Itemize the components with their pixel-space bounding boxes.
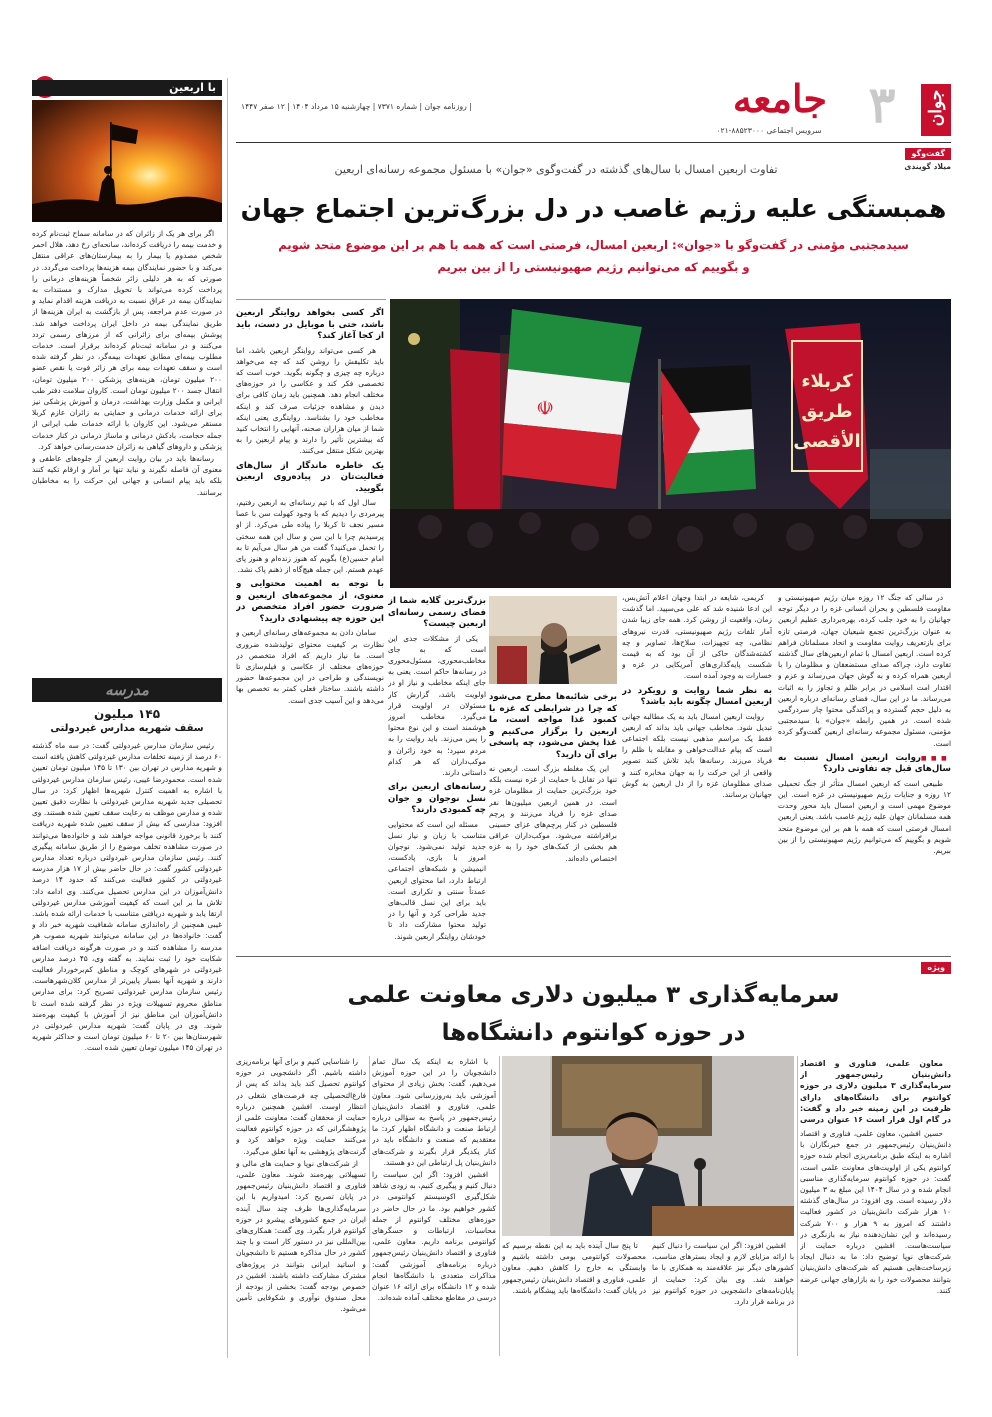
second-lede-text: معاون علمی، فناوری و اقتصاد دانش‌بنیان رئیس‌جمهور از سرمایه‌گذاری ۳ میلیون دلاری در حوزه کوانتوم برای دانشگاه‌های دارای ظرفیت در این زمینه خبر داد و گفت: در گام اول قرار است ۱۶ عنوان درسی	[800, 1059, 951, 1124]
second-under-photo-a-text: افشین افزود: اگر این سیاست را دنبال کنیم با ارائه مزایای لازم و ایجاد بسترهای مناسب، کشورهای دیگر نیز علاقه‌مند به همکاری با ما خواهند شد. وی بیان کرد: حمایت از پایان‌نامه‌های دانشجویی در حوزه کوانتوم نیز در برنامه قرار دارد.	[652, 1241, 794, 1307]
second-headline-2: در حوزه کوانتوم دانشگاه‌ها	[441, 1020, 746, 1046]
second-under-photo-b	[502, 1240, 646, 1356]
inset-photo	[489, 596, 617, 684]
q-youth: رسانه‌های اربعین برای نسل نوجوان و جوان چه کمبودی دارند؟	[388, 782, 486, 816]
lead-deck-1: سیدمجتبی مؤمنی در گفت‌وگو با «جوان»: اربعین امسال، فرصتی است که همه با هم بر این موضوع متحد شویم	[278, 238, 909, 252]
lead-col-right-text-2: طبیعی است که اربعین امسال متأثر از جنگ تحمیلی ۱۲ روزه و جنایات رژیم صهیونیستی در غزه است. این موضوع مهمی است و اربعین امسال باید محور وحدت همه مسلمانان جهان علیه رژیم غاصب باشد. یعنی اربعین امسال فرصتی است که همه با هم بر این موضوع متحد شویم و بگوییم که می‌توانیم رژیم صهیونیستی را از بین ببریم.	[778, 778, 951, 856]
lead-col-mid-text: کریمی، شایعه در ابتدا وجهان اعلام آتش‌بس، این ادعا شنیده شد که علی می‌سپید. اما گذشت زمان، واقعیت از روشن کرد. همه جای زیبا شدن آمار تلفات رژیم صهیونیستی، قدرت نیروهای نظامی، چه تجهیزات، سلاح‌ها، تصاویر و چه کشته‌شدگان حاکی از آن بود که به قیمت شکست پایه‌گذاری‌های آمریکایی در غزه و خسارات به وجود آمده است.	[622, 593, 772, 681]
speaker-image	[502, 1056, 794, 1236]
second-col-c	[372, 1056, 496, 1356]
second-col-d	[236, 1056, 366, 1356]
lead-byline: میلاد گویندی	[904, 162, 951, 171]
logo	[921, 84, 951, 136]
flags-night-image	[390, 299, 951, 588]
lead-col-left-text: هر کسی می‌تواند روایتگر اربعین باشد، اما باید تکلیفش را روشن کند که چه می‌خواهد درباره چه چیزی و چگونه بگوید. خوب است که تخصصی فکر کند و عکاسی را در حوزه‌های مختلف انجام دهد. همچنین باید زمان کافی برای دیدن و مشاهده جزئیات صرف کند و اینکه مخاطب خود را بشناسد. روایتگری یعنی اینکه شما از میان هزاران صحنه، آنهایی را انتخاب کنید که بیشترین تأثیر را دارند و پیام اربعین را به بهترین شکل منتقل می‌کنند.	[236, 345, 384, 456]
q-difference: ■■■ روایت اربعین امسال نسبت به سال‌های قبل چه تفاوتی دارد؟	[778, 753, 951, 776]
lead-col-left-text-2: سال اول که با تیم رسانه‌ای به اربعین رفتیم، پیرمردی را دیدیم که با وجود کهولت سن با عصا مسیر نجف تا کربلا را پیاده طی می‌کرد. از او پرسیدیم چرا با این سن و سال این همه سختی را تحمل می‌کنید؟ گفت من هر سال می‌آیم تا به امام حسین(ع) بگویم که هنوز زنده‌ام و هنوز پای عهدم هستم. این جمله هیچ‌گاه از ذهنم پاک نشد.	[236, 498, 384, 575]
sidebar-photo	[32, 100, 222, 222]
logo-text: جوان	[926, 89, 946, 127]
section-title: جامعه	[732, 76, 828, 121]
sidebar-body	[32, 228, 222, 676]
second-headline-1: سرمایه‌گذاری ۳ میلیون دلاری معاونت علمی	[347, 982, 840, 1008]
lead-col-mid	[622, 592, 772, 942]
page-number: ۳	[868, 75, 896, 134]
lead-kicker: تفاوت اربعین امسال با سال‌های گذشته در گفت‌وگوی «جوان» با مسئول مجموعه رسانه‌ای اربعین	[334, 163, 778, 176]
second-col-c-text: با اشاره به اینکه یک سال تمام دانشجویان را در این حوزه آموزش می‌دهیم، گفت: بخش زیادی از محتوای آموزشی باید به‌روزرسانی شود. معاون علمی، فناوری و اقتصاد دانش‌بنیان رئیس‌جمهور در پاسخ به سؤالی درباره ارتباط صنعت و دانشگاه اظهار کرد: ما معتقدیم که صنعت و دانشگاه باید در کنار یکدیگر قرار بگیرند و شرکت‌های دانش‌بنیان پل ارتباطی این دو هستند.	[372, 1057, 496, 1167]
masthead-rule	[236, 142, 951, 143]
col-divider-2	[499, 1056, 500, 1356]
second-tag: ویژه	[921, 962, 951, 974]
lead-col-right-text: در سالی که جنگ ۱۲ روزه میان رژیم صهیونیستی و مقاومت فلسطین و بحران انسانی غزه را در دیگر توجه جهانیان را به خود جلب کرده، بهره‌برداری عظیم اربعین به عنوان بزرگ‌ترین تجمع شیعیان جهان، فرصتی تازه برای بازتعریف روایت مقاومت و اتحاد مسلمانان فراهم کرده است. اربعین امسال با تمام اربعین‌های سال گذشته تفاوت دارد، چراکه صدای مستضعفان و مظلومان را با اربعین همراه کرده و به گوش جهان می‌رساند و عزم و اقتدار امت اسلامی در برابر ظلم و تجاوز را به اثبات می‌رساند. ما در این سال، فضای رسانه‌ای درباره اربعین به دلیل حجم گسترده و پراکندگی محتوا چار سردرگمی شده است. در همین رابطه «جوان» با سیدمجتبی مؤمنی، مسئول مجموعه رسانه‌ای اربعین گفت‌وگو کرده است.	[778, 593, 951, 748]
second-col-a	[800, 1128, 951, 1356]
lead-photo	[390, 299, 951, 588]
lead-col-mid-text-2: روایت اربعین امسال باید به یک مطالبه جهانی تبدیل شود. مخاطب جهانی باید بداند که اربعین فقط یک مراسم مذهبی نیست بلکه اجتماعی است که پیام عدالت‌خواهی و مقابله با ظلم را فریاد می‌زند. رسانه‌ها باید تلاش کنند تصویر واقعی از این حرکت را به جهان مخابره کنند و صدای مظلومان غزه را از دل اربعین به گوش جهانیان برسانند.	[622, 711, 772, 800]
q-approach: به نظر شما روایت و رویکرد در اربعین امسال چگونه باید باشد؟	[622, 685, 772, 708]
lead-col-c1-text: یکی از مشکلات جدی این است که به جای مخاطب‌محوری، مسئول‌محوری در رسانه‌ها حاکم است. یعنی به جای اینکه مخاطب و نیاز او در اولویت باشد، گزارش کار مسئولان در اولویت قرار می‌گیرد. مخاطب امروز هوشمند است و این نوع محتوا را پس می‌زند. باید روایت را به مردم سپرد؛ به خود زائران و موکب‌داران که هر کدام داستانی دارند.	[388, 633, 486, 777]
second-lede	[800, 1058, 951, 1124]
lead-col-c1-text-2: مسئله این است که محتوایی متناسب با زبان و نیاز نسل جدید تولید نمی‌شود. نوجوان امروز با بازی، پادکست، انیمیشن و شبکه‌های اجتماعی ارتباط دارد، اما محتوای اربعین عمدتاً سنتی و تکراری است. باید برای این نسل قالب‌های جدید طراحی کرد و آنها را در تولید محتوا مشارکت داد تا خودشان روایتگر اربعین شوند.	[388, 819, 486, 941]
second-col-e-text: از شرکت‌های نوپا و حمایت های مالی و تسهیلاتی بهره‌مند شوند. معاون علمی، فناوری و اقتصاد دانش‌بنیان رئیس‌جمهور در پایان تصریح کرد: امیدواریم با این سرمایه‌گذاری‌ها ظرف چند سال آینده ایران در جمع کشورهای پیشرو در حوزه کوانتوم قرار بگیرد. وی گفت: همکاری‌های بین‌المللی نیز در دستور کار است و با چند کشور در حال مذاکره هستیم تا دانشجویان و اساتید ایرانی بتوانند در پروژه‌های مشترک مشارکت داشته باشند. افشین در خصوص بودجه گفت: بخشی از بودجه از محل صندوق نوآوری و شکوفایی تأمین می‌شود.	[236, 1158, 366, 1314]
masthead	[236, 75, 951, 140]
lead-col-left	[236, 304, 384, 944]
banner-word-1: كربلاء	[801, 371, 853, 392]
q-best-criticism: بزرگ‌ترین گلایه شما از فضای رسمی رسانه‌ای اربعین چیست؟	[388, 596, 486, 629]
second-under-photo-b-text: تا پنج سال آینده باید به این نقطه برسیم که محصولات کوانتومی بومی داشته باشیم و وابستگی به خارج را کاهش دهیم. معاون علمی، فناوری و اقتصاد دانش‌بنیان رئیس‌جمهور در پایان گفت: دانشگاه‌ها باید پیشگام باشند.	[502, 1241, 646, 1295]
lead-headline: همبستگی علیه رژیم غاصب در دل بزرگ‌ترین اجتماع جهان	[240, 194, 947, 223]
sidebar-body-text: اگر برای هر یک از زائران که در سامانه سماح ثبت‌نام کرده و خدمت بیمه را دریافت کرده‌اند، سانحه‌ای رخ دهد، هلال احمر شخص مصدوم یا بیمار را به بیمارستان‌های عراقی منتقل می‌کند و با حضور نمایندگان بیمه هزینه‌ها پرداخت می‌گردد. در صورتی که به هر دلیلی زائر شخصاً هزینه‌های درمانی را پرداخت کرده می‌تواند با تحویل مدارک و مستندات به نمایندگان بیمه در عراق نسبت به دریافت هزینه اقدام نماید و در صورت عدم مراجعه، پس از بازگشت به ایران هزینه‌ها از طریق نمایندگی بیمه در داخل ایران پرداخت خواهد شد. پوشش بیمه‌ای برای زائرانی که از مرزهای رسمی تردد می‌کنند و در سامانه ثبت‌نام کرده‌اند برقرار است. خدمات مطلوب بیمه‌ای مطابق تعهدات بیمه‌گر، در نظر گرفته شده است و سقف تعهدات بیمه برای هر زائر فوت یا نقص عضو ۲۰۰ میلیون تومان، هزینه‌های پزشکی ۲۰۰ میلیون تومان، انتقال جسد ۲۰۰ میلیون تومان است. کاروان سلامت دفتر طب ایرانی و مکمل وزارت بهداشت، درمان و آموزش پزشکی نیز برای ارائه خدمات درمانی و حمایتی به زائران عازم کربلا مستقر می‌شود. این کاروان با ارائه خدمات طب ایرانی از جمله حجامت، بادکش درمانی و ماساژ درمانی در کنار خدمات پزشکی و داروهای گیاهی به زائران خدمت‌رسانی خواهد کرد.	[32, 229, 222, 451]
school-box-header-text: مدرسه	[105, 681, 149, 699]
lead-deck-2: و بگوییم که می‌توانیم رژیم صهیونیستی را از بین ببریم	[437, 260, 750, 274]
sidebar-header-text: با اربعین	[169, 81, 216, 94]
second-under-photo-a	[652, 1240, 794, 1356]
school-box	[32, 678, 222, 1348]
banner-word-3: الأقصى	[793, 431, 861, 452]
banner-word-2: طريق	[801, 401, 853, 422]
second-col-d-text: را شناسایی کنیم و برای آنها برنامه‌ریزی داشته باشیم. اگر دانشجویی در حوزه کوانتوم تحصیل کند باید بداند که پس از فارغ‌التحصیلی چه فرصت‌های شغلی در انتظار اوست. افشین همچنین درباره حمایت از محققان گفت: معاونت علمی از پژوهشگرانی که در حوزه کوانتوم فعالیت می‌کنند حمایت ویژه خواهد کرد و گرنت‌های پژوهشی به آنها تعلق می‌گیرد.	[236, 1057, 366, 1156]
q-mobile: اگر کسی بخواهد روایتگر اربعین باشد، حتی با موبایل در دست، باید از کجا آغاز کند؟	[236, 308, 384, 341]
lead-rule	[236, 299, 386, 300]
svg-text:☫: ☫	[536, 396, 554, 420]
service-line: سرویس اجتماعی ۸۸۵۲۳۰۰۰-۰۲۱	[716, 126, 822, 135]
second-photo	[502, 1056, 794, 1236]
issue-line: | روزنامه جوان | شماره ۷۳۷۱ | چهارشنبه ۱۵ مرداد ۱۴۰۴ | ۱۲ صفر ۱۴۴۷	[241, 102, 472, 111]
col-divider-3	[797, 1056, 798, 1356]
col-divider-1	[369, 1056, 370, 1356]
lead-col-left-text-3: سامان دادن به مجموعه‌های رسانه‌ای اربعین و نظارت بر کیفیت محتوای تولیدشده ضروری است. ما نیاز داریم که افراد متخصص در حوزه‌های مختلف از عکاسی و فیلم‌سازی تا نویسندگی و طراحی در این مجموعه‌ها حضور داشته باشند. ساختار فعلی کمتر به تخصص بها می‌دهد و این آسیب جدی است.	[236, 628, 384, 705]
school-box-header	[32, 678, 222, 702]
q-memory: یک خاطره ماندگار از سال‌های فعالیت‌تان در پیاده‌روی اربعین بگویید.	[236, 460, 384, 494]
school-box-body-text: رئیس سازمان مدارس غیردولتی گفت: در سه ماه گذشته ۶۰ درصد از زمینه تخلفات مدارس غیردولتی کاهش یافته است و شهریه مدارس در تهران بین ۱۳۰ تا ۱۴۵ میلیون تومان تعیین شده است. محمودرضا غیبی، رئیس سازمان مدارس غیردولتی با اشاره به اهمیت کنترل شهریه‌ها اظهار کرد: در سال تحصیلی جدید شهریه مدارس غیردولتی با نظارت دقیق تعیین شده و مدارس موظف به رعایت سقف تعیین شده هستند. وی افزود: مدارسی که بیش از سقف تعیین شده شهریه دریافت کنند با برخورد قانونی مواجه خواهند شد و خانواده‌ها می‌توانند در صورت مشاهده تخلف موضوع را از طریق سامانه پیگیری کنند. رئیس سازمان مدارس غیردولتی درباره تعداد مدارس غیردولتی کشور گفت: در حال حاضر بیش از ۱۷ هزار مدرسه غیردولتی در کشور فعالیت می‌کنند که حدود ۱۴ درصد دانش‌آموزان در این مدارس تحصیل می‌کنند. وی ادامه داد: تلاش ما بر این است که کیفیت آموزشی مدارس غیردولتی ارتقا یابد و شهریه دریافتی متناسب با خدمات ارائه شده باشد. غیبی همچنین از راه‌اندازی سامانه شفافیت شهریه خبر داد و گفت: خانواده‌ها در این سامانه می‌توانند شهریه مصوب هر مدرسه را مشاهده کنند و در صورت هرگونه دریافت اضافه شکایت خود را ثبت نمایند. به گفته وی، ۴۵ درصد مدارس غیردولتی در شهرهای کوچک و مناطق کم‌برخوردار فعالیت دارند و شهریه آنها بسیار پایین‌تر از مدارس کلان‌شهرهاست. رئیس سازمان مدارس غیردولتی تصریح کرد: برای مدارس مناطق محروم تسهیلات ویژه در نظر گرفته شده است تا دانش‌آموزان این مناطق نیز از آموزش با کیفیت بهره‌مند شوند. وی در پایان گفت: شهریه مدارس غیردولتی در شهرستان‌ها بین ۲۰ تا ۶۰ میلیون تومان است و حداکثر شهریه در تهران ۱۴۵ میلیون تومان تعیین شده است.	[32, 741, 222, 1053]
school-box-body	[32, 740, 222, 1344]
interviewee-image	[489, 596, 617, 684]
lead-tag: گفت‌وگو	[905, 148, 951, 160]
q-content: با توجه به اهمیت محتوایی و معنوی، از مجموعه‌های اربعین و ضرورت حضور افراد متخصص در این حوزه چه پیشنهادی دارید؟	[236, 579, 384, 624]
section-divider	[236, 956, 951, 957]
sidebar-divider	[227, 78, 228, 1358]
sunset-pilgrim-image	[32, 100, 222, 222]
sidebar	[32, 78, 222, 1358]
sidebar-bullet-text: رسانه‌ها باید در بیان روایت اربعین از جلوه‌های عاطفی و معنوی آن فاصله نگیرند و نباید تنها بر آمار و ارقام تکیه کنند بلکه باید پیام انسانی و جهانی این حرکت را به مخاطبان برسانند.	[32, 454, 222, 497]
second-col-a-text: حسین افشین، معاون علمی، فناوری و اقتصاد دانش‌بنیان رئیس‌جمهور در جمع خبرنگاران با اشاره به اینکه طبق برنامه‌ریزی انجام شده حوزه کوانتوم یکی از اولویت‌های معاونت علمی است، گفت: در حوزه کوانتوم سرمایه‌گذاری مناسبی انجام شده و در سال ۱۴۰۴ این مبلغ به ۳ میلیون دلار رسیده است. وی افزود: در سال‌های گذشته ۱۰ هزار شرکت دانش‌بنیان در کشور فعالیت داشتند که امروز به ۹ هزار و ۷۰۰ شرکت رسیده‌اند و این نشان‌دهنده نیاز به بازنگری در سیاست‌هاست. افشین درباره حمایت از شرکت‌های نوپا توضیح داد: ما به دنبال ایجاد زیرساخت‌هایی هستیم که شرکت‌های دانش‌بنیان بتوانند محصولات خود را به بازارهای جهانی عرضه کنند.	[800, 1129, 951, 1295]
lead-col-c1	[388, 592, 486, 942]
school-box-title: ۱۴۵ میلیون	[93, 707, 161, 721]
q-gaza-food: برخی شائبه‌ها مطرح می‌شود که چرا در شرایطی که غزه با کمبود غذا مواجه است، ما اربعین را برگزار می‌کنیم و غذا پخش می‌شود، چه پاسخی برای آن دارید؟	[489, 692, 617, 760]
sidebar-header	[32, 80, 222, 96]
second-col-b-text: افشین افزود: اگر این سیاست را دنبال کنیم و پیگیری کنیم، به زودی شاهد شکل‌گیری اکوسیستم کوانتومی در کشور خواهیم بود. ما در حال حاضر در حوزه‌های مختلف کوانتوم از جمله محاسبات، ارتباطات و حسگرهای کوانتومی برنامه داریم. معاون علمی، فناوری و اقتصاد دانش‌بنیان رئیس‌جمهور درباره برنامه‌های آموزشی گفت: مذاکرات متعددی با دانشگاه‌ها انجام شده و ۱۲ دانشگاه برای ارائه ۱۶ عنوان درسی در مقاطع مختلف آماده شده‌اند.	[372, 1170, 496, 1303]
school-box-subtitle: سقف شهریه مدارس غیردولتی	[50, 723, 204, 734]
lead-col-c2	[489, 688, 617, 944]
lead-col-c2-text: این یک مغلطه بزرگ است. اربعین نه تنها در تقابل با حمایت از غزه نیست بلکه خود بزرگ‌ترین حمایت از مظلومان غزه است. در همین اربعین میلیون‌ها نفر صدای غزه را فریاد می‌زنند و پرچم فلسطین در کنار پرچم‌های عزای حسینی برافراشته می‌شود. موکب‌داران عراقی هم بخشی از کمک‌های خود را به غزه اختصاص داده‌اند.	[489, 764, 617, 863]
lead-col-right	[778, 592, 951, 942]
